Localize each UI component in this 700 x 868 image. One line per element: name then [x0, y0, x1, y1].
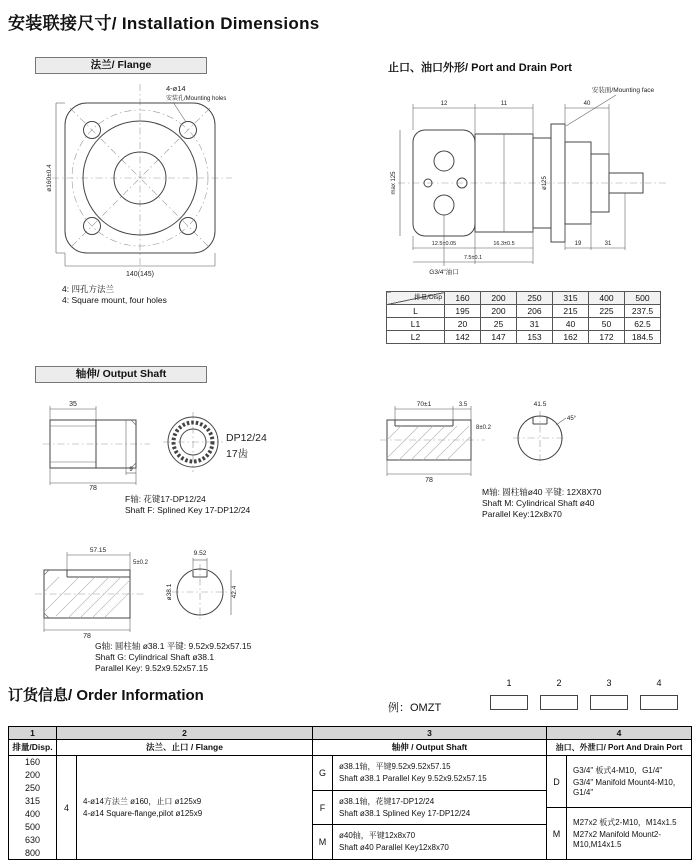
- shaft-option-line-en: Shaft ø38.1 Parallel Key 9.52x9.52x57.15: [339, 773, 487, 783]
- dim-value: 184.5: [625, 331, 661, 344]
- f-step-dim: 9: [129, 467, 133, 473]
- g-key-width-dim: 9.52: [193, 550, 207, 557]
- shaft-m-caption-cn: M轴: 圆柱轴ø40 平键: 12X8X70: [482, 487, 602, 497]
- flange-option-line-en: 4-ø14 Square-flange,pilot ø125x9: [83, 808, 203, 818]
- dim-value: 162: [553, 331, 589, 344]
- section-shaft-title: 轴伸/ Output Shaft: [35, 366, 207, 383]
- port-option-row: [547, 756, 691, 808]
- dim-row-L2: [387, 331, 661, 344]
- order-col-header: 油口、外泄口/ Port And Drain Port: [547, 740, 691, 756]
- dimension-table: [386, 291, 661, 344]
- port-dim-bottom1: 12.5±0.05: [431, 241, 457, 247]
- order-code-box: [640, 695, 678, 710]
- port-dim-bottom2: 16.3±0.5: [493, 241, 515, 247]
- shaft-option-line-en: Shaft ø40 Parallel Key12x8x70: [339, 843, 449, 853]
- shaft-m-drawing: [375, 396, 685, 484]
- flange-drawing: [40, 78, 250, 283]
- shaft-f-caption-en: Shaft F: Splined Key 17-DP12/24: [125, 505, 251, 515]
- order-col-port: [547, 727, 691, 859]
- dim-value: 20: [445, 318, 481, 331]
- flange-code: 4: [57, 756, 77, 859]
- order-position-number: 1: [506, 678, 512, 688]
- shaft-m-caption-en1: Shaft M: Cylindrical Shaft ø40: [482, 498, 595, 508]
- dim-row-L1: [387, 318, 661, 331]
- order-col-number: 2: [57, 727, 312, 740]
- g-diameter-dim: ø38.1: [166, 583, 173, 601]
- dim-col-header: 315: [553, 292, 589, 305]
- m-height-dim: 41.5: [533, 401, 547, 408]
- order-col-number: 4: [547, 727, 691, 740]
- dim-col-header: 500: [625, 292, 661, 305]
- dim-value: 147: [481, 331, 517, 344]
- order-col-flange: [57, 727, 313, 859]
- f-total-length-dim: 78: [89, 485, 97, 492]
- dim-value: 31: [517, 318, 553, 331]
- shaft-option-line-cn: ø38.1轴，花键17-DP12/24: [339, 796, 435, 806]
- f-spline-length-dim: 35: [69, 401, 77, 408]
- shaft-option-row: [313, 756, 546, 791]
- dim-value: 195: [445, 305, 481, 318]
- g-height-dim: 42.4: [231, 585, 238, 599]
- f-spline-spec: DP12/24: [226, 432, 267, 444]
- flange-caption: [62, 284, 167, 306]
- port-option-line-en: M27x2 Manifold Mount2-M10,M14x1.5: [573, 829, 662, 849]
- order-example-label: 例：OMZT: [388, 702, 442, 714]
- displacement-value: 315: [24, 796, 41, 807]
- port-dim-top3: 40: [583, 101, 591, 107]
- port-dim-top2: 11: [500, 101, 508, 107]
- dim-value: 142: [445, 331, 481, 344]
- g-total-length-dim: 78: [83, 633, 91, 640]
- displacement-value: 250: [24, 783, 41, 794]
- flange-bolt-circle-dim: ø160±0.4: [46, 164, 53, 192]
- flange-mounting-holes-label: 安装孔/Mounting holes: [166, 96, 227, 102]
- order-col-number: 1: [9, 727, 56, 740]
- port-dim-right1: 19: [574, 241, 582, 247]
- shaft-option-code: F: [313, 791, 333, 825]
- m-chamfer-dim: 45°: [567, 416, 577, 422]
- shaft-option-line-cn: ø40轴，平键12x8x70: [339, 831, 416, 841]
- port-thread-label: G3/4"油口: [429, 269, 459, 276]
- shaft-option-code: M: [313, 825, 333, 859]
- m-total-length-dim: 78: [425, 477, 433, 484]
- g-key-length-dim: 57.15: [89, 547, 107, 554]
- m-key-pos-dim: 3.5: [458, 402, 468, 408]
- dim-header-row: [387, 292, 661, 305]
- shaft-option-line-en: Shaft ø38.1 Splined Key 17-DP12/24: [339, 808, 471, 818]
- dim-col-header: 160: [445, 292, 481, 305]
- port-dim-left: max 125: [391, 171, 397, 195]
- order-col-displacement: [9, 727, 57, 859]
- port-option-code: M: [547, 808, 567, 859]
- shaft-g-caption-en1: Shaft G: Cylindrical Shaft ø38.1: [95, 652, 215, 662]
- shaft-f-drawing: [38, 396, 368, 491]
- displacement-value: 160: [24, 757, 41, 768]
- shaft-option-text: [333, 756, 546, 790]
- dim-value: 50: [589, 318, 625, 331]
- order-code-box: [590, 695, 628, 710]
- shaft-g-caption: [95, 641, 251, 674]
- shaft-g-drawing: [30, 542, 340, 642]
- flange-option-text: [77, 756, 312, 859]
- flange-caption-cn: 4: 四孔方法兰: [62, 284, 114, 294]
- port-option-line-en: G3/4" Manifold Mount4-M10，G1/4": [573, 777, 681, 797]
- dim-value: 62.5: [625, 318, 661, 331]
- flange-width-dim: 140(145): [125, 271, 155, 278]
- port-dim-right2: 31: [604, 241, 612, 247]
- displacement-value: 200: [24, 770, 41, 781]
- order-code-box: [490, 695, 528, 710]
- port-dim-bottom3: 7.5±0.1: [463, 255, 483, 261]
- shaft-g-caption-cn: G轴: 圆柱轴 ø38.1 平键: 9.52x9.52x57.15: [95, 641, 252, 651]
- shaft-f-caption-cn: F轴: 花键17-DP12/24: [125, 494, 206, 504]
- shaft-option-text: [333, 791, 546, 825]
- dim-corner-cell: 排量/Disp: [387, 292, 445, 305]
- flange-holes-label: 4-ø14: [166, 84, 186, 93]
- port-option-row: [547, 808, 691, 859]
- dim-row-label: L: [387, 305, 445, 318]
- shaft-g-caption-en2: Parallel Key: 9.52x9.52x57.15: [95, 663, 208, 673]
- port-drain-drawing: [378, 78, 688, 278]
- dim-row-label: L1: [387, 318, 445, 331]
- page-title: 安装联接尺寸/ Installation Dimensions: [8, 14, 320, 33]
- order-col-header: 法兰、止口 / Flange: [57, 740, 312, 756]
- dim-value: 40: [553, 318, 589, 331]
- order-col-header: 排量/Disp.: [9, 740, 56, 756]
- dim-value: 25: [481, 318, 517, 331]
- dim-col-header: 250: [517, 292, 553, 305]
- m-key-height-dim: 8±0.2: [476, 425, 491, 431]
- dim-value: 172: [589, 331, 625, 344]
- dim-col-header: 400: [589, 292, 625, 305]
- port-option-line-cn: G3/4" 板式4-M10，G1/4": [573, 765, 663, 775]
- dim-row-label: L2: [387, 331, 445, 344]
- section-flange-title: 法兰/ Flange: [35, 57, 207, 74]
- shaft-option-row: [313, 825, 546, 859]
- order-col-shaft: [313, 727, 547, 859]
- dim-value: 215: [553, 305, 589, 318]
- dim-row-L: [387, 305, 661, 318]
- port-option-text: [567, 808, 691, 859]
- displacement-value: 400: [24, 808, 41, 819]
- dim-value: 200: [481, 305, 517, 318]
- port-option-code: D: [547, 756, 567, 807]
- port-option-line-cn: M27x2 板式2-M10，M14x1.5: [573, 817, 677, 827]
- shaft-m-caption: [482, 487, 602, 520]
- m-key-length-dim: 70±1: [416, 401, 432, 408]
- order-code-box: [540, 695, 578, 710]
- order-col-number: 3: [313, 727, 546, 740]
- displacement-value: 630: [24, 834, 41, 845]
- order-section-title: 订货信息/ Order Information: [8, 687, 204, 704]
- shaft-option-code: G: [313, 756, 333, 790]
- dim-col-header: 200: [481, 292, 517, 305]
- dim-value: 206: [517, 305, 553, 318]
- displacement-value: 800: [24, 847, 41, 858]
- order-table: [8, 726, 692, 860]
- order-position-number: 4: [656, 678, 662, 688]
- shaft-f-caption: [125, 494, 250, 516]
- shaft-option-row: [313, 791, 546, 826]
- order-col-header: 轴伸 / Output Shaft: [313, 740, 546, 756]
- port-dim-pilot: ø125: [542, 176, 548, 190]
- shaft-option-text: [333, 825, 546, 859]
- shaft-m-caption-en2: Parallel Key:12x8x70: [482, 509, 562, 519]
- displacement-value: 500: [24, 821, 41, 832]
- shaft-option-line-cn: ø38.1轴，平键9.52x9.52x57.15: [339, 761, 451, 771]
- port-dim-top1: 12: [440, 101, 448, 107]
- port-option-text: [567, 756, 691, 807]
- flange-caption-en: 4: Square mount, four holes: [62, 295, 167, 305]
- order-position-number: 2: [556, 678, 562, 688]
- section-port-title: 止口、油口外形/ Port and Drain Port: [388, 62, 572, 74]
- g-key-pos-dim: 5±0.2: [133, 560, 148, 566]
- dim-value: 153: [517, 331, 553, 344]
- dim-value: 225: [589, 305, 625, 318]
- flange-option-line-cn: 4-ø14方法兰 ø160，止口 ø125x9: [83, 796, 202, 806]
- dim-value: 237.5: [625, 305, 661, 318]
- f-spline-teeth: 17齿: [226, 448, 249, 460]
- mounting-face-label: 安装面/Mounting face: [591, 87, 655, 94]
- order-position-number: 3: [606, 678, 612, 688]
